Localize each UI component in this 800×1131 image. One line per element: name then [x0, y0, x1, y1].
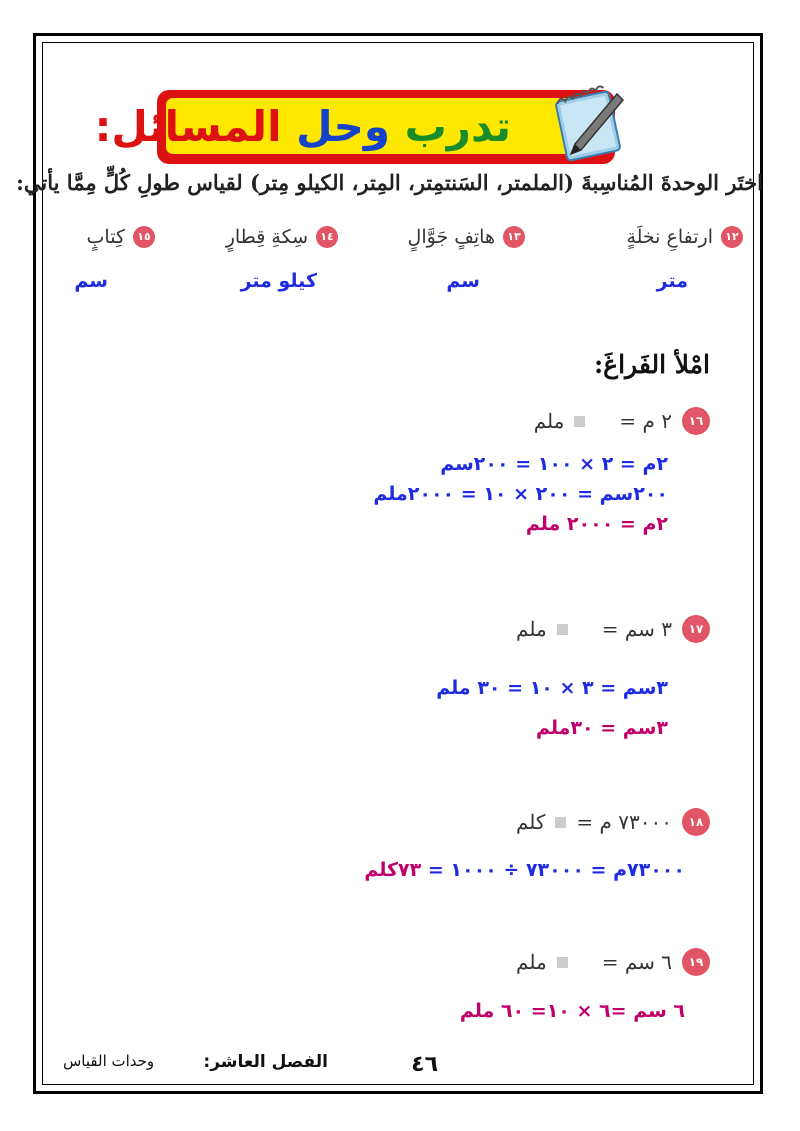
exercise-18-result: ٧٣كلم: [364, 859, 422, 881]
exercise-number-badge: ١٩: [682, 948, 710, 976]
exercise-unit: ملم: [516, 617, 547, 641]
exercise-left: ٧٣٠٠٠ م =: [576, 810, 672, 834]
question-label: كِتابٍ: [86, 226, 125, 248]
exercise-left: ٣ سم =: [601, 617, 672, 641]
question-13: [408, 226, 525, 248]
chapter-label: الفصل العاشر:: [203, 1052, 328, 1072]
exercise-17-step-1: ٣سم = ٣ × ١٠ = ٣٠ ملم: [436, 677, 668, 699]
question-number-badge: ١٣: [503, 226, 525, 248]
exercise-16-result: ٢م = ٢٠٠٠ ملم: [525, 513, 668, 535]
answer-12: متر: [656, 270, 688, 292]
question-15: [87, 226, 155, 248]
exercise-unit: ملم: [516, 950, 547, 974]
exercise-unit: ملم: [533, 409, 565, 433]
question-12: [626, 226, 743, 248]
page-number: ٤٦: [411, 1052, 438, 1077]
exercise-18-prompt: [516, 808, 710, 836]
question-14: [226, 226, 338, 248]
exercise-left: ٢ م =: [619, 409, 672, 433]
answer-15: سم: [74, 270, 108, 292]
exercise-number-badge: ١٨: [682, 808, 710, 836]
section-title: امْلأ الفَراغَ:: [593, 350, 710, 379]
exercise-19-result: ٦ سم =٦ × ١٠= ٦٠ ملم: [459, 1000, 685, 1022]
blank-box: [557, 957, 568, 968]
blank-box: [557, 624, 568, 635]
exercise-number-badge: ١٦: [682, 407, 710, 435]
question-number-badge: ١٤: [316, 226, 338, 248]
answer-14: كيلو متر: [240, 270, 317, 292]
exercise-number-badge: ١٧: [682, 615, 710, 643]
question-number-badge: ١٢: [721, 226, 743, 248]
question-label: سِكةِ قِطارٍ: [225, 226, 308, 248]
exercise-left: ٦ سم =: [601, 950, 672, 974]
exercise-16-step-2: ٢٠٠سم = ٢٠٠ × ١٠ = ٢٠٠٠ملم: [373, 483, 668, 505]
exercise-19-prompt: [516, 948, 710, 976]
notepad-pencil-icon: [553, 82, 629, 162]
blank-box: [555, 817, 566, 828]
exercise-18-step: [364, 859, 685, 881]
exercise-16-step-1: ٢م = ٢ × ١٠٠ = ٢٠٠سم: [440, 453, 668, 475]
exercise-17-prompt: [516, 615, 710, 643]
title-banner: [94, 95, 600, 157]
banner-title: تدرب وحل المسائل:: [94, 102, 511, 151]
exercise-18-calc: ٧٣٠٠٠م = ٧٣٠٠٠ ÷ ١٠٠٠ =: [427, 859, 685, 881]
exercise-unit: كلم: [515, 810, 546, 834]
blank-box: [574, 416, 585, 427]
exercise-16-prompt: [534, 407, 710, 435]
instruction-text: اختَر الوحدةَ المُناسِبةَ (الملمتر، السَنتمِتر، المِتر، الكيلو مِتر) لقياس طولِ كُلٍّ مِمَّا يأتي:: [16, 170, 763, 195]
answer-13: سم: [446, 270, 480, 292]
exercise-17-result: ٣سم = ٣٠ملم: [536, 717, 668, 739]
chapter-topic: وحدات القياس: [63, 1052, 155, 1070]
question-label: ارتفاعِ نخلَةٍ: [626, 226, 713, 248]
question-label: هاتِفٍ جَوَّالٍ: [407, 226, 495, 248]
question-number-badge: ١٥: [133, 226, 155, 248]
